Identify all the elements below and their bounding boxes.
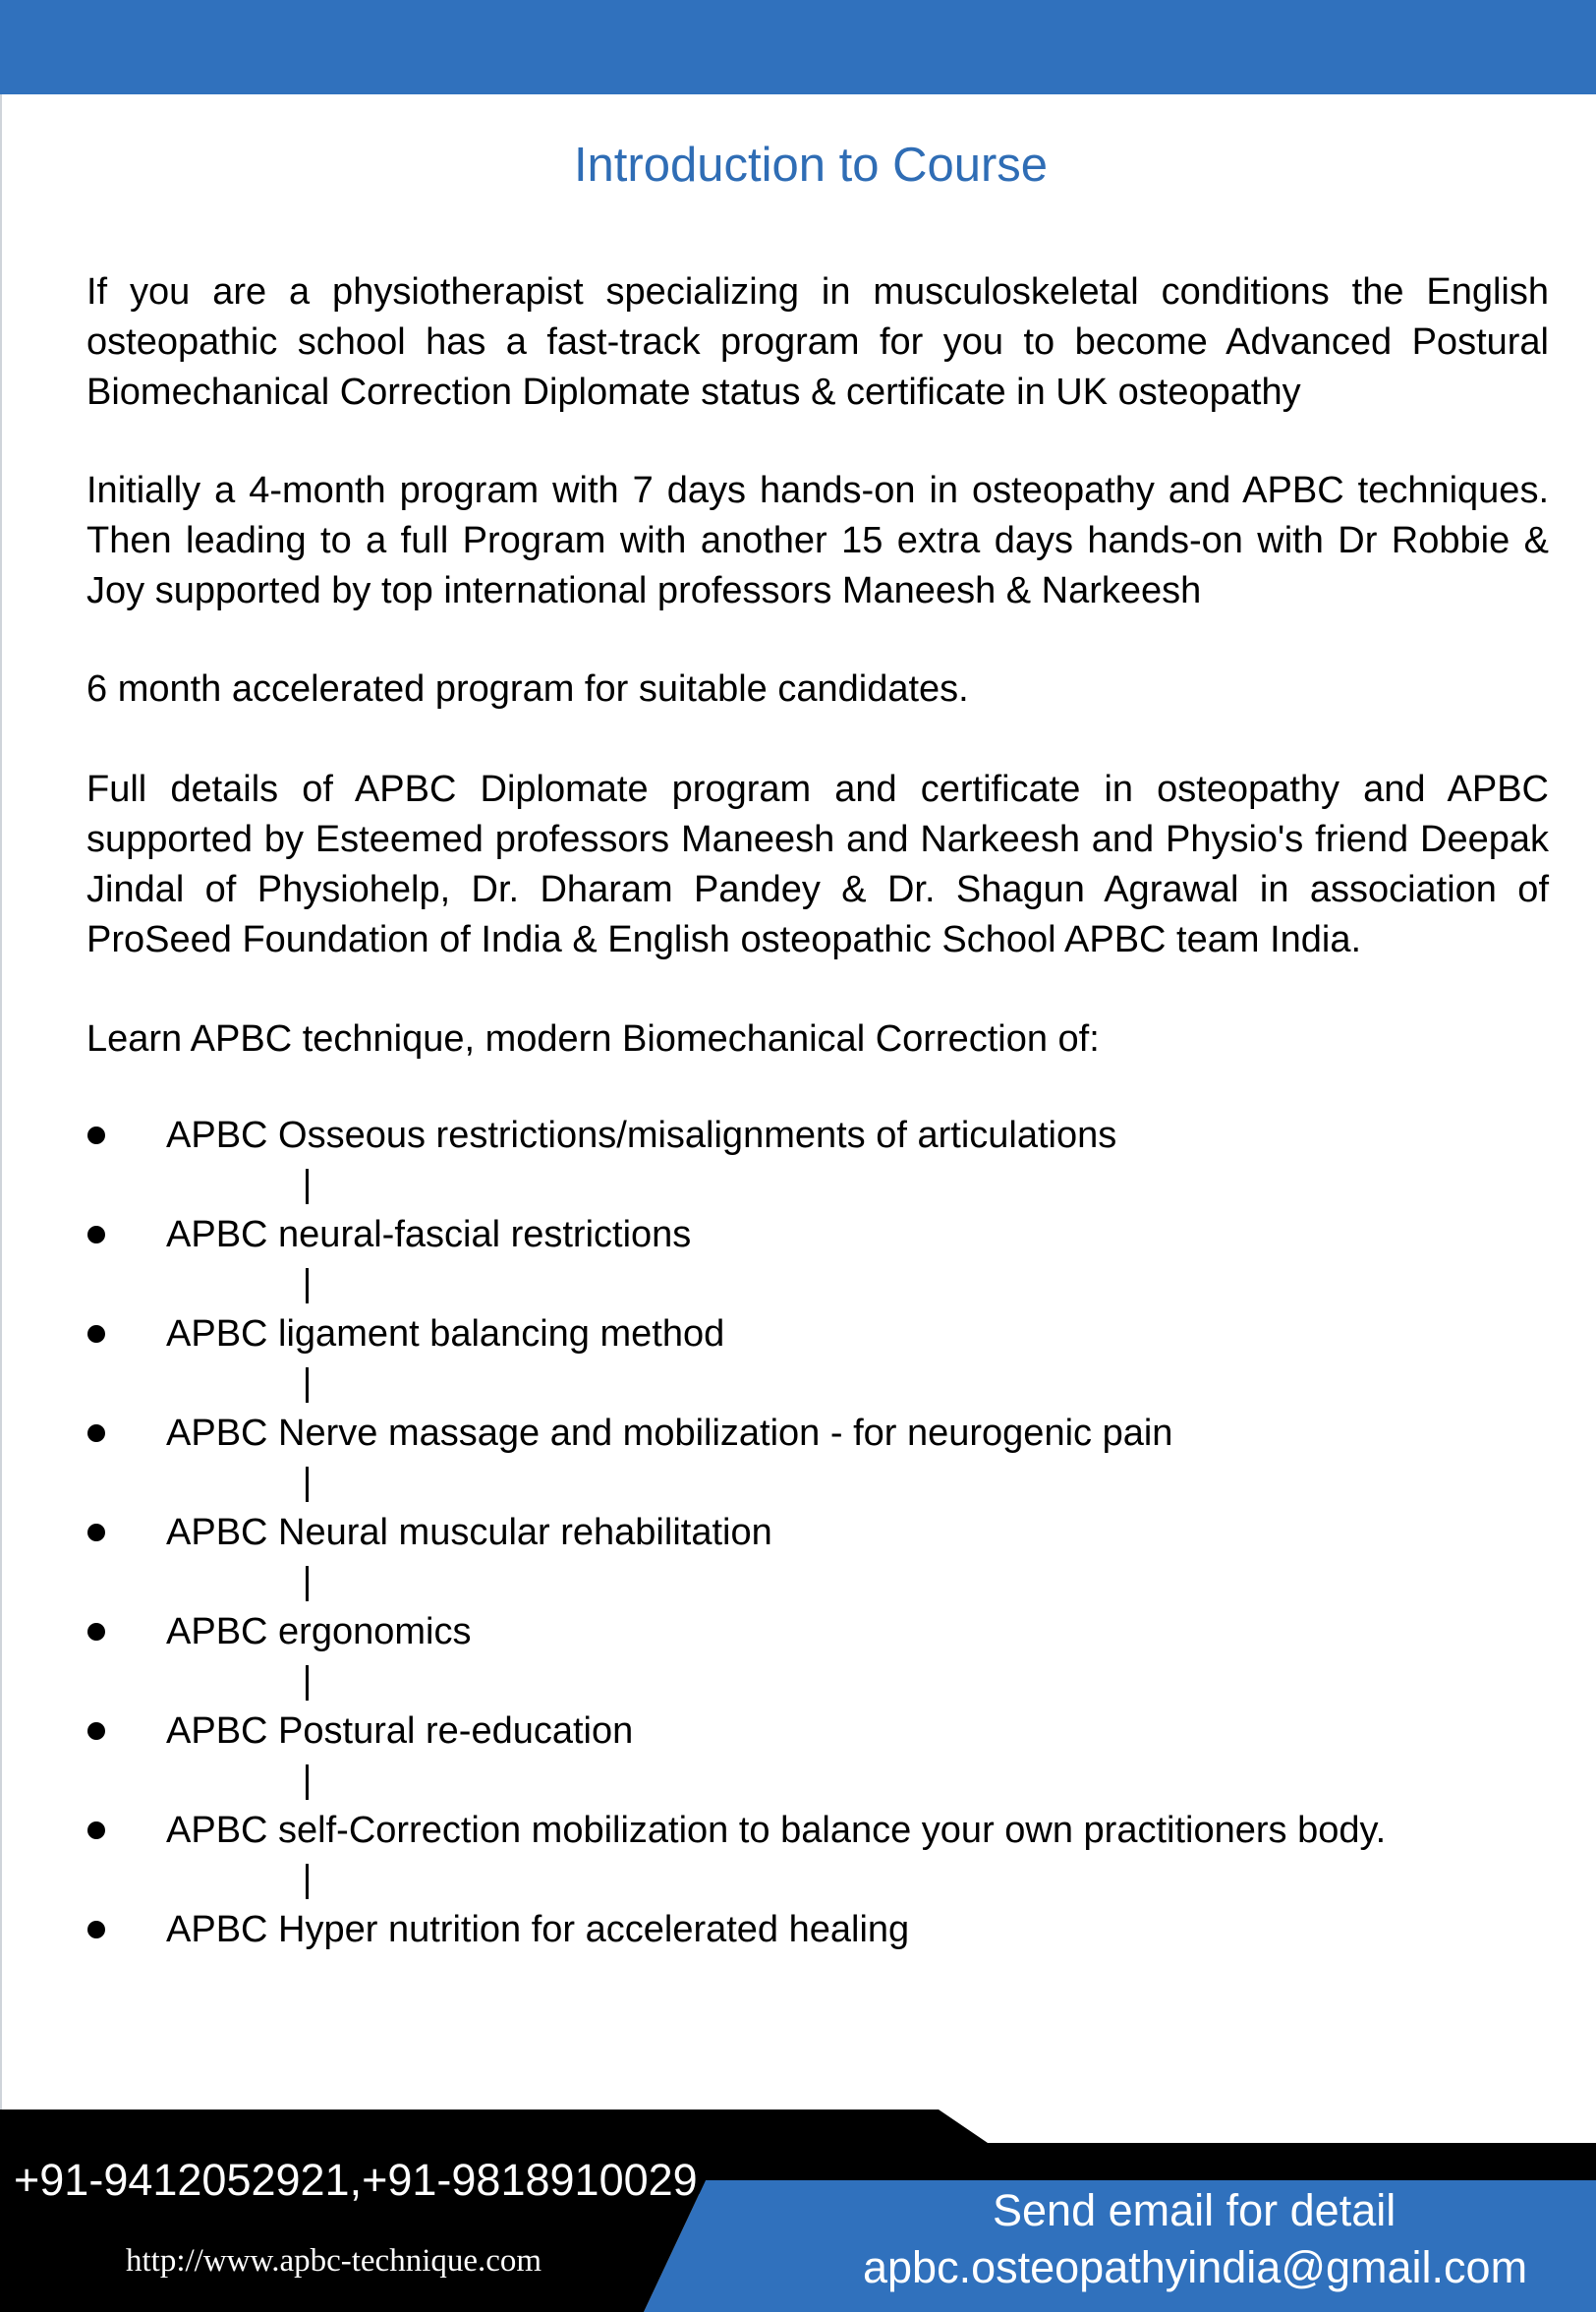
list-item-label: APBC Neural muscular rehabilitation [166,1512,772,1553]
bullet-icon [87,1424,105,1442]
list-item-label: APBC neural-fascial restrictions [166,1214,692,1255]
list-item [0,1309,1596,1358]
page-title: Introduction to Course [573,139,1049,192]
list-item [0,1905,1596,1954]
connector-line [306,1864,309,1899]
connector-line [306,1367,309,1403]
website-link[interactable]: http://www.apbc-technique.com [126,2243,542,2279]
list-item [0,1409,1596,1458]
bullet-icon [87,1821,105,1839]
email-link[interactable]: apbc.osteopathyindia@gmail.com [863,2242,1528,2292]
list-item [0,1706,1596,1756]
list-item-label: APBC Nerve massage and mobilization - for neurogenic pain [166,1413,1173,1454]
connector-line [306,1566,309,1601]
connector-line [306,1169,309,1204]
intro-paragraph-3: 6 month accelerated program for suitable candidates. [86,668,969,710]
list-item-label: APBC Postural re-education [166,1710,634,1752]
list-item-label: APBC self-Correction mobilization to balance your own practitioners body. [166,1810,1387,1851]
connector-line [306,1665,309,1701]
list-item-label: APBC Hyper nutrition for accelerated healing [166,1909,910,1950]
email-label: Send email for detail [993,2185,1396,2235]
connector-line [306,1467,309,1502]
bullet-icon [87,1921,105,1938]
bullet-icon [87,1722,105,1740]
connector-line [306,1764,309,1800]
list-item [0,1806,1596,1855]
bullet-icon [87,1623,105,1641]
list-item-label: APBC Osseous restrictions/misalignments of articulations [166,1115,1117,1156]
connector-line [306,1268,309,1303]
footer [0,2104,1596,2312]
intro-paragraph-2: Initially a 4-month program with 7 days hands-on in osteopathy and APBC techniques. Then leading to a full Program with another 15 extra days hands-on with Dr Robbie & Joy supported by top international professors Maneesh & Narkeesh [86,470,1549,611]
list-item [0,1210,1596,1259]
list-item-label: APBC ligament balancing method [166,1313,725,1355]
list-item [0,1508,1596,1557]
phone-numbers[interactable]: +91-9412052921,+91-9818910029 [14,2155,698,2205]
bullet-icon [87,1226,105,1243]
intro-paragraph-5: Learn APBC technique, modern Biomechanical Correction of: [86,1018,1100,1060]
bullet-icon [87,1524,105,1541]
list-item-label: APBC ergonomics [166,1611,472,1652]
list-item [0,1607,1596,1656]
intro-paragraph-4: Full details of APBC Diplomate program and certificate in osteopathy and APBC supported by Esteemed professors Maneesh and Narkeesh and Physio's friend Deepak Jindal of Physiohelp, Dr. Dharam Pandey & Dr. Shagun Agrawal in association of ProSeed Foundation of India & English osteopathic School APBC team India. [86,769,1549,960]
header-band [0,0,1596,94]
intro-paragraph-1: If you are a physiotherapist specializing in musculoskeletal conditions the English osteopathic school has a fast-track program for you to become Advanced Postural Biomechanical Correction Diplomate status & certificate in UK osteopathy [86,271,1549,413]
list-item [0,1111,1596,1160]
bullet-icon [87,1325,105,1343]
bullet-icon [87,1127,105,1144]
